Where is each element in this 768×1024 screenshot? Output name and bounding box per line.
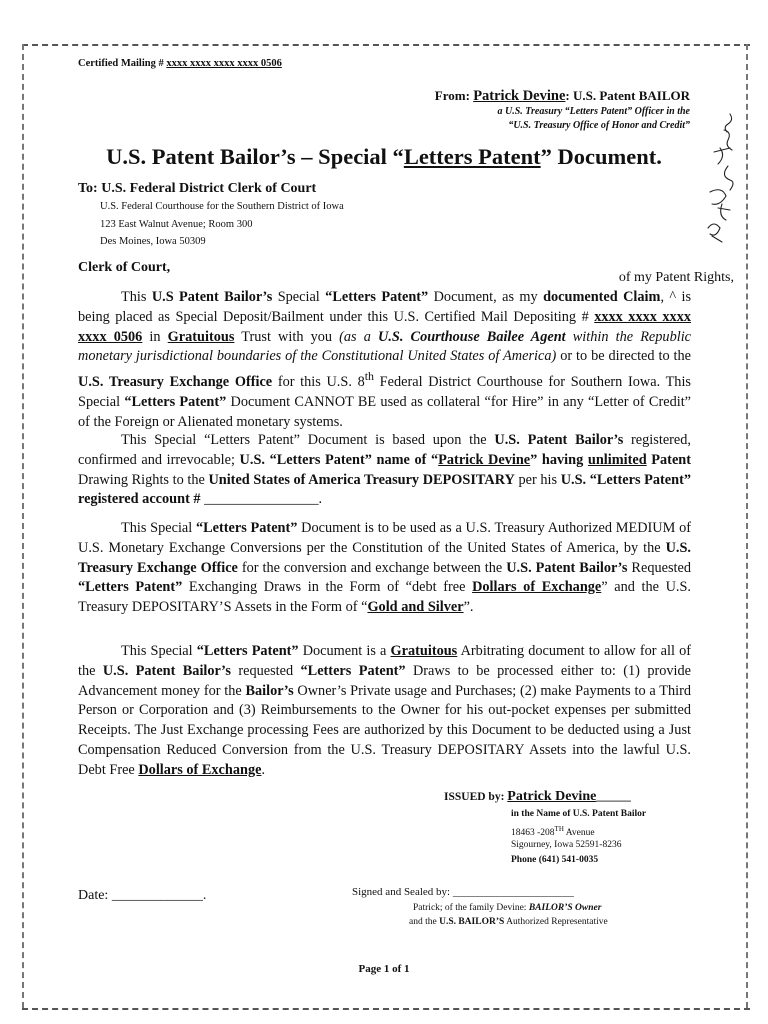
page-number: Page 1 of 1: [358, 963, 410, 975]
handwritten-signature: [700, 108, 744, 248]
paragraph-3: This Special “Letters Patent” Document is to be used as a U.S. Treasury Authorized MEDIUM of U.S. Monetary Exchange Conversions per the Constitution of the United States of America, by the U.S. Treasury Exchange Office for the conversion and exchange between the U.S. Patent Bailor’s Requested “Letters Patent” Exchanging Draws in the Form of “debt free Dollars of Exchange” and the U.S. Treasury DEPOSITARY’S Assets in the Form of “Gold and Silver”.: [78, 520, 692, 616]
issuer-line-3: Sigourney, Iowa 52591-8236: [511, 840, 622, 850]
margin-note: of my Patent Rights,: [618, 270, 734, 285]
signed-sealed-line: Signed and Sealed by: ______________________: [352, 886, 574, 898]
address-line-1: U.S. Federal Courthouse for the Southern District of Iowa: [100, 201, 344, 212]
top-border: [22, 44, 750, 46]
from-name: Patrick Devine: [473, 88, 566, 104]
left-border: [22, 44, 24, 1008]
issuer-line-1: in the Name of U.S. Patent Bailor: [511, 809, 647, 819]
certified-number: xxxx xxxx xxxx xxxx 0506: [166, 58, 282, 69]
issuer-name: Patrick Devine: [507, 789, 597, 804]
paragraph-1: This U.S Patent Bailor’s Special “Letters Patent” Document, as my documented Claim, ^ is being placed as Special Deposit/Bailment under this U.S. Certified Mail Depositing # xxxx xxxx xxxx xxxx 0506 in Gratuitous Trust with you (as a U.S. Courthouse Bailee Agent within the Republic monetary jurisdictional boundaries of the Constitutional United States of America) or to be directed to the U.S. Treasury Exchange Office for this U.S. 8th Federal District Courthouse for Southern Iowa. This Special “Letters Patent” Document CANNOT BE used as collateral “for Hire” in any “Letter of Credit” of the Foreign or Alienated monetary systems.: [78, 289, 692, 430]
signer-line-1: Patrick; of the family Devine: BAILOR’S Owner: [413, 903, 602, 913]
address-line-2: 123 East Walnut Avenue; Room 300: [100, 219, 253, 230]
signer-line-2: and the U.S. BAILOR’S Authorized Representative: [409, 917, 608, 927]
paragraph-4: This Special “Letters Patent” Document is a Gratuitous Arbitrating document to allow for all of the U.S. Patent Bailor’s requested “Letters Patent” Draws to be processed either to: (1) provide Advancement money for the Bailor’s Owner’s Private usage and Purchases; (2) make Payments to a Third Person or Corporation and (3) Reimbursements to the Owner for his out-pocket expenses per submitted Receipts. The Just Exchange processing Fees are authorized by this Document to be deducted using a Just Compensation Reduced Conversion from the U.S. Treasury DEPOSITARY Assets into the lawful U.S. Debt Free Dollars of Exchange.: [78, 643, 692, 778]
to-heading: To: U.S. Federal District Clerk of Court: [78, 181, 317, 196]
paragraph-2: This Special “Letters Patent” Document is based upon the U.S. Patent Bailor’s registered, confirmed and irrevocable; U.S. “Letters Patent” name of “Patrick Devine” having unlimited Patent Drawing Rights to the United States of America Treasury DEPOSITARY per his U.S. “Letters Patent” registered account # ________________.: [78, 432, 692, 508]
from-subtitle-1: a U.S. Treasury “Letters Patent” Officer in the: [497, 106, 690, 117]
right-border: [746, 44, 748, 1008]
from-line: From: Patrick Devine: U.S. Patent BAILOR: [434, 88, 690, 104]
from-subtitle-2: “U.S. Treasury Office of Honor and Credit”: [508, 120, 690, 131]
salutation: Clerk of Court,: [78, 260, 171, 275]
certified-mailing: Certified Mailing # xxxx xxxx xxxx xxxx 0506: [78, 58, 282, 69]
date-field: Date: _____________.: [78, 888, 207, 903]
issuer-phone: Phone (641) 541-0035: [511, 855, 599, 865]
bottom-border: [22, 1008, 750, 1010]
issuer-line-2: 18463 -208TH Avenue: [511, 825, 595, 839]
address-line-3: Des Moines, Iowa 50309: [100, 236, 206, 247]
document-title: U.S. Patent Bailor’s – Special “Letters Patent” Document.: [106, 144, 662, 169]
issued-by: ISSUED by: Patrick Devine______: [444, 789, 631, 804]
